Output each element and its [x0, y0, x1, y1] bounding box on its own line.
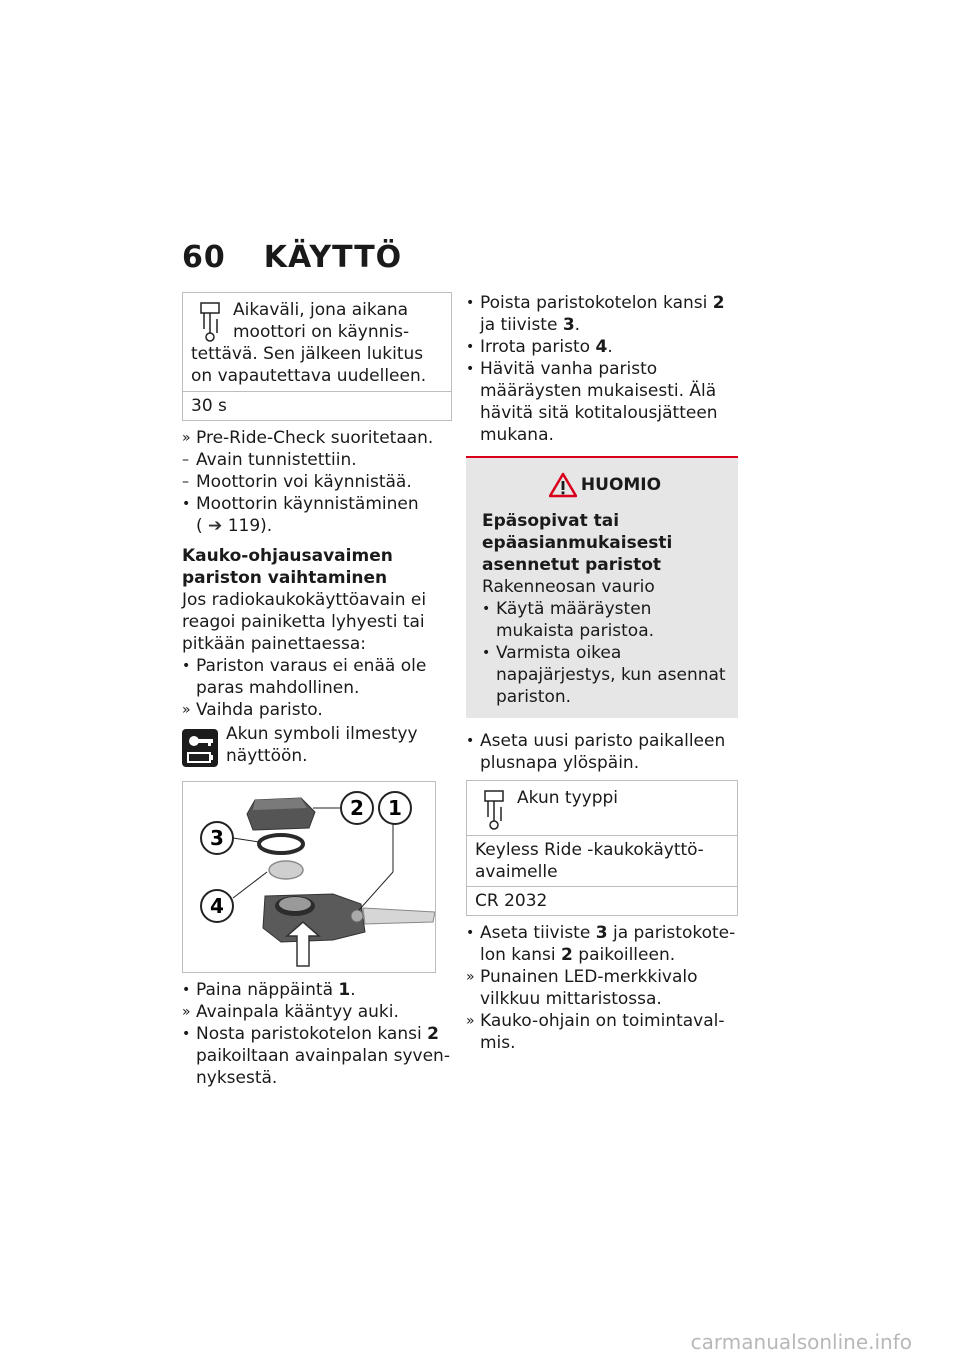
list-item: » Vaihda paristo.	[182, 700, 323, 720]
spec-box-battery	[466, 780, 738, 916]
notice-header	[482, 472, 728, 498]
svg-text:4: 4	[210, 894, 224, 918]
key-exploded-illustration	[183, 782, 435, 972]
spec-box-head	[467, 781, 737, 835]
svg-text:3: 3	[210, 826, 224, 850]
watermark: carmanualsonline.info	[690, 1330, 912, 1354]
spec-box-row: Keyless Ride -kaukokäyttöavaimelle	[467, 835, 737, 886]
list-item: • Hävitä vanha paristo määräysten mukaisesti. Älä hävitä sitä kotitalousjätteen mukana.	[466, 359, 718, 445]
page-ref-arrow-icon: ➔	[202, 516, 228, 536]
spec-box-interval	[182, 292, 452, 421]
list-item: • Irrota paristo 4.	[466, 337, 613, 357]
list-item: » Kauko-ohjain on toimintavalmis.	[466, 1011, 725, 1053]
figure-label-4	[201, 890, 233, 922]
warning-triangle-icon	[549, 472, 577, 498]
list-item: • Paina näppäintä 1.	[182, 980, 356, 1000]
spec-box-title: Akun tyyppi	[517, 788, 618, 808]
list-item: • Aseta tiiviste 3 ja paristokotelon kansi 2 paikoilleen.	[466, 923, 736, 965]
figure-label-1	[379, 792, 411, 824]
notice-title: Epäsopivat tai epäasianmukaisesti asennetut paristot	[482, 511, 673, 575]
list-item: • Pariston varaus ei enää ole paras mahdollinen.	[182, 656, 427, 698]
list-item: » Avainpala kääntyy auki.	[182, 1002, 399, 1022]
spec-tool-icon	[475, 787, 513, 831]
page-reference[interactable]: 119	[227, 516, 261, 536]
page-header	[182, 240, 402, 275]
section-title: KÄYTTÖ	[263, 240, 403, 275]
list-item: • Aseta uusi paristo paikalleen plusnapa ylöspäin.	[466, 731, 726, 773]
section-heading: Kauko-ohjausavaimen pariston vaihtaminen	[182, 546, 393, 588]
key-battery-figure	[182, 781, 436, 973]
list-item: • Moottorin käynnistäminen ( ➔ 119).	[182, 494, 419, 536]
list-item: » Punainen LED-merkkivalo vilkkuu mittaristossa.	[466, 967, 698, 1009]
spec-tool-icon	[191, 299, 229, 343]
figure-label-3	[201, 822, 233, 854]
battery-symbol-text: Akun symboli ilmestyy näyttöön.	[226, 724, 418, 766]
page-number: 60	[182, 240, 226, 275]
left-column	[182, 292, 452, 1089]
intro-text: Jos radiokaukokäyttöavain ei reagoi painiketta lyhyesti tai pitkään painettaessa:	[182, 590, 427, 654]
right-column	[466, 292, 738, 1054]
list-item: • Varmista oikea napajärjestys, kun asennat pariston.	[482, 643, 726, 707]
key-battery-icon	[182, 729, 218, 767]
notice-box	[466, 456, 738, 718]
svg-text:2: 2	[350, 796, 364, 820]
list-item: • Poista paristokotelon kansi 2 ja tiiviste 3.	[466, 293, 725, 335]
spec-box-head	[183, 293, 451, 391]
list-item: » Pre-Ride-Check suoritetaan.	[182, 428, 434, 448]
notice-label: HUOMIO	[580, 475, 662, 495]
svg-text:1: 1	[388, 796, 402, 820]
spec-box-value: CR 2032	[467, 886, 737, 915]
list-item: – Moottorin voi käynnistää.	[182, 472, 412, 492]
list-item: – Avain tunnistettiin.	[182, 450, 357, 470]
list-item: • Nosta paristokotelon kansi 2 paikoiltaan avainpalan syvennyksestä.	[182, 1024, 450, 1088]
figure-label-2	[341, 792, 373, 824]
battery-symbol-note	[182, 723, 452, 767]
notice-subtitle: Rakenneosan vaurio	[482, 577, 655, 597]
spec-box-value: 30 s	[183, 391, 451, 420]
list-item: • Käytä määräysten mukaista paristoa.	[482, 599, 655, 641]
spec-box-text: Aikaväli, jona aikana moottori on käynnistettävä. Sen jälkeen lukitus on vapautettava uudelleen.	[191, 300, 427, 386]
